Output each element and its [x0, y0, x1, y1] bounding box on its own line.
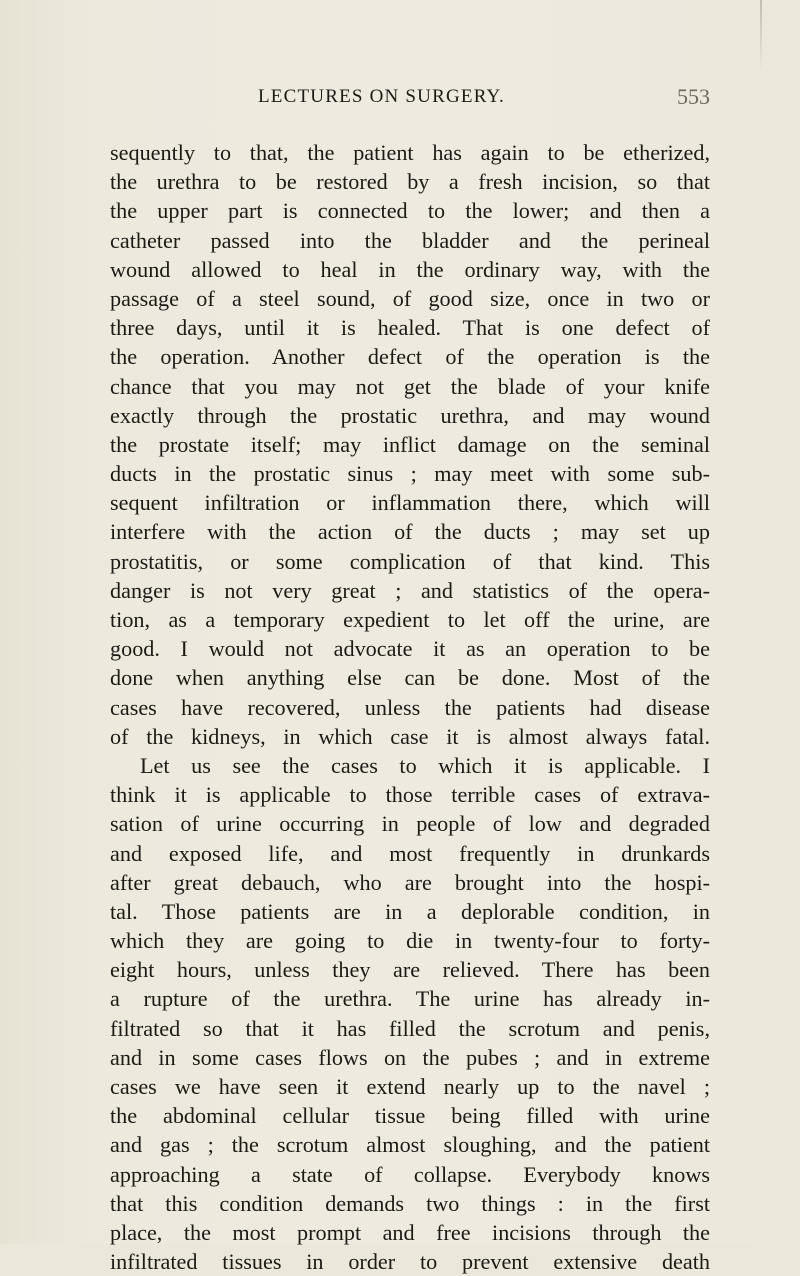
- text-line: good. I would not advocate it as an operation to be: [110, 636, 710, 662]
- text-line: Let us see the cases to which it is applicable. I: [140, 752, 710, 778]
- text-line: which they are going to die in twenty-four to forty-: [110, 928, 710, 954]
- text-line: tal. Those patients are in a deplorable condition, in: [110, 898, 710, 924]
- text-line: the prostate itself; may inflict damage on the seminal: [110, 431, 710, 457]
- text-line: cases have recovered, unless the patients had disease: [110, 694, 710, 720]
- page-number: 553: [677, 84, 710, 109]
- text-line: the abdominal cellular tissue being filled with urine: [110, 1103, 710, 1129]
- text-line: and gas ; the scrotum almost sloughing, and the patient: [110, 1132, 710, 1158]
- text-line: sequent infiltration or inflammation there, which will: [110, 490, 710, 516]
- text-line: cases we have seen it extend nearly up to the navel ;: [110, 1074, 710, 1099]
- text-line: catheter passed into the bladder and the perineal: [110, 227, 710, 253]
- text-line: chance that you may not get the blade of your knife: [110, 373, 710, 399]
- text-line: eight hours, unless they are relieved. There has been: [110, 957, 710, 983]
- text-line: approaching a state of collapse. Everybody knows: [110, 1161, 710, 1187]
- text-line: infiltrated tissues in order to prevent extensive death: [110, 1249, 710, 1275]
- text-line: prostatitis, or some complication of that kind. This: [110, 548, 710, 574]
- text-line: and in some cases flows on the pubes ; and in extreme: [110, 1044, 710, 1070]
- text-line: interfere with the action of the ducts ; may set up: [110, 519, 710, 545]
- text-line: the operation. Another defect of the operation is the: [110, 344, 710, 370]
- text-line: done when anything else can be done. Most of the: [110, 665, 710, 691]
- text-line: sation of urine occurring in people of low and degraded: [110, 811, 710, 837]
- text-line: think it is applicable to those terrible cases of extrava-: [110, 782, 710, 808]
- body-text: [110, 138, 710, 1276]
- text-line: danger is not very great ; and statistics of the opera-: [110, 577, 710, 603]
- text-line: tion, as a temporary expedient to let off the urine, are: [110, 607, 710, 632]
- text-line: the urethra to be restored by a fresh incision, so that: [110, 169, 710, 195]
- text-line: of the kidneys, in which case it is almost always fatal.: [110, 723, 710, 749]
- text-line: ducts in the prostatic sinus ; may meet with some sub-: [110, 461, 710, 487]
- binding-shadow: [760, 0, 762, 70]
- running-head: [110, 82, 710, 112]
- text-line: filtrated so that it has filled the scrotum and penis,: [110, 1015, 710, 1041]
- text-line: exactly through the prostatic urethra, and may wound: [110, 402, 710, 428]
- text-line: a rupture of the urethra. The urine has already in-: [110, 986, 710, 1012]
- text-line: passage of a steel sound, of good size, once in two or: [110, 285, 710, 311]
- text-line: wound allowed to heal in the ordinary way, with the: [110, 256, 710, 282]
- text-line: after great debauch, who are brought into the hospi-: [110, 869, 710, 895]
- text-line: place, the most prompt and free incisions through the: [110, 1219, 710, 1245]
- page-header-title: LECTURES ON SURGERY.: [258, 86, 505, 107]
- text-line: the upper part is connected to the lower; and then a: [110, 198, 710, 224]
- text-line: sequently to that, the patient has again to be etherized,: [110, 140, 710, 165]
- text-line: that this condition demands two things : in the first: [110, 1190, 710, 1216]
- text-line: three days, until it is healed. That is one defect of: [110, 315, 710, 341]
- text-line: and exposed life, and most frequently in drunkards: [110, 840, 710, 866]
